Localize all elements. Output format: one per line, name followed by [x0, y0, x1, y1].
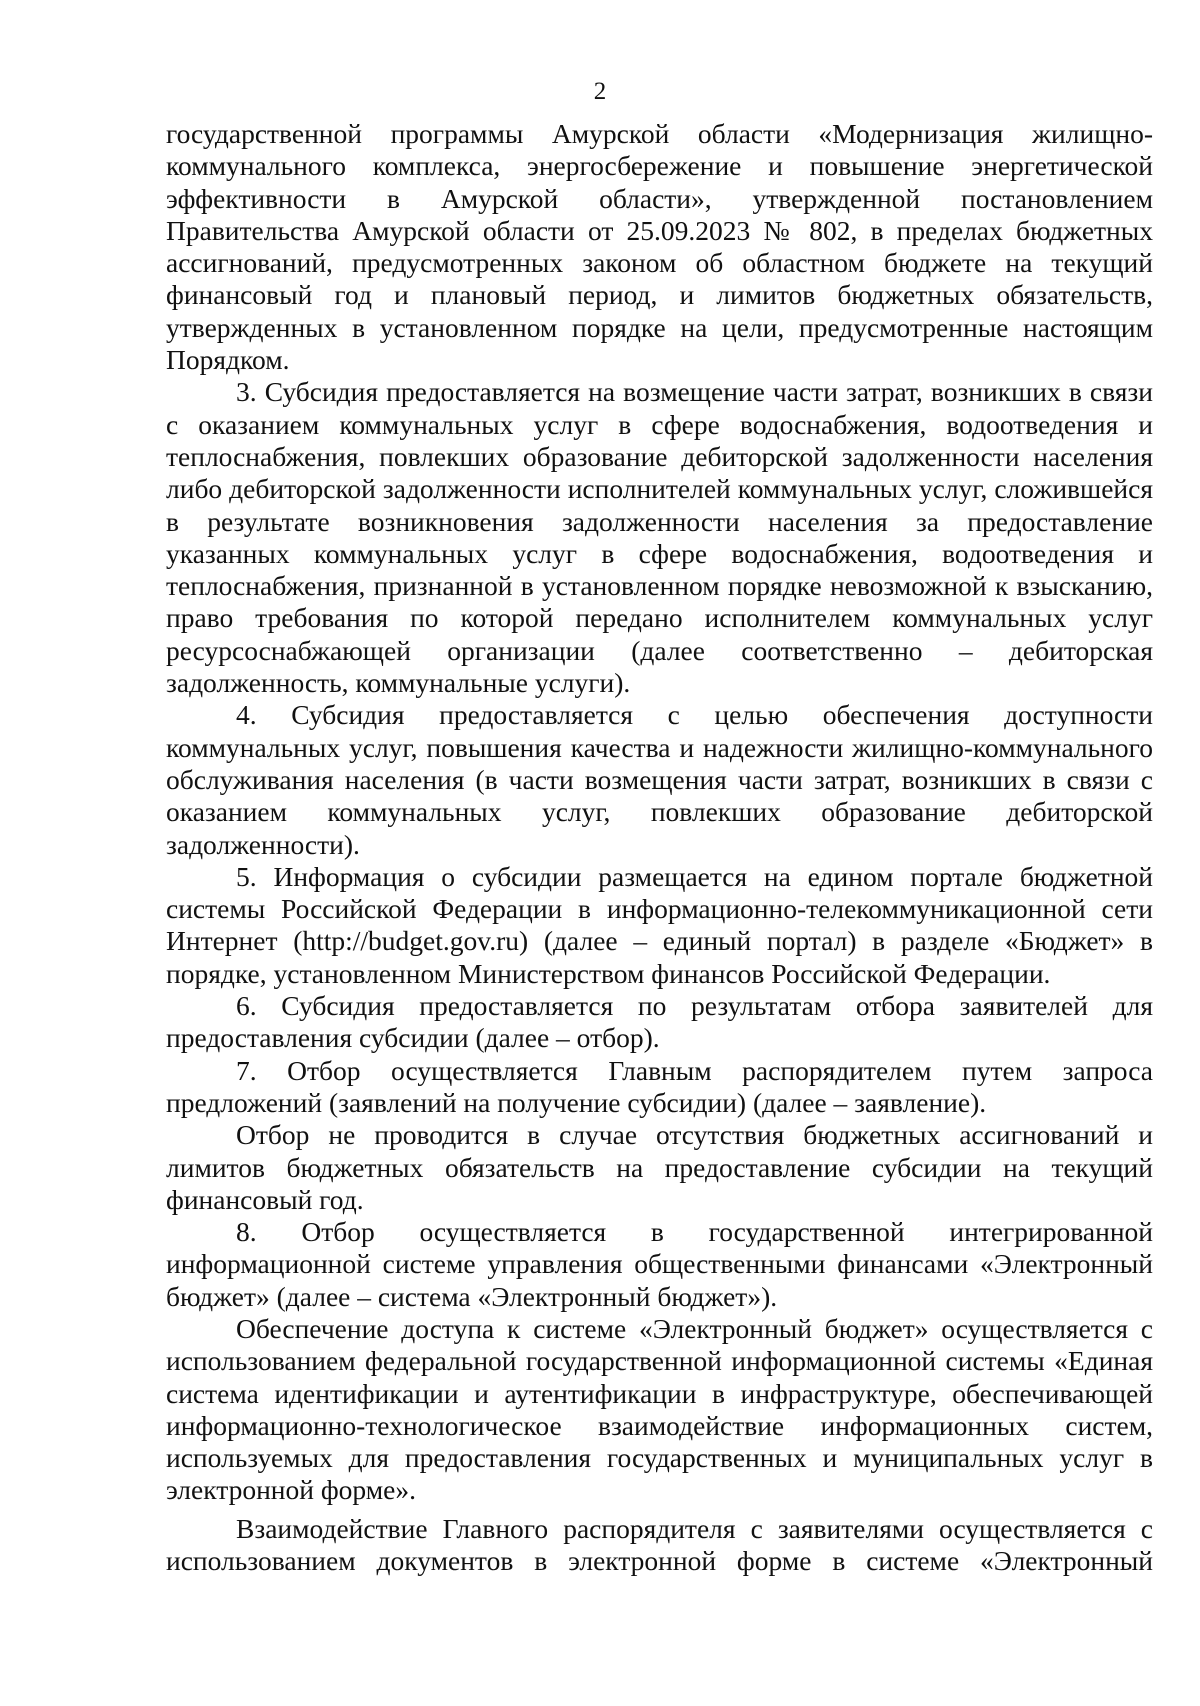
paragraph-continuation: государственной программы Амурской области «Модернизация жилищно-коммунального комплекса, энергосбережение и повышение энергетической эффективности в Амурской области», утвержденной постановлением Правительства Амурской области от 25.09.2023 № 802, в пределах бюджетных ассигнований, предусмотренных законом об областном бюджете на текущий финансовый год и плановый период, и лимитов бюджетных обязательств, утвержденных в установленном порядке на цели, предусмотренные настоящим Порядком.: [166, 118, 1153, 376]
document-body: [166, 118, 1153, 1577]
paragraph-item-8: 8. Отбор осуществляется в государственной интегрированной информационной системе управления общественными финансами «Электронный бюджет» (далее – система «Электронный бюджет»).: [166, 1216, 1153, 1312]
paragraph-system-access: Обеспечение доступа к системе «Электронный бюджет» осуществляется с использованием федеральной государственной информационной системы «Единая система идентификации и аутентификации в инфраструктуре, обеспечивающей информационно-технологическое взаимодействие информационных систем, используемых для предоставления государственных и муниципальных услуг в электронной форме».: [166, 1312, 1153, 1506]
paragraph-item-3: 3. Субсидия предоставляется на возмещение части затрат, возникших в связи с оказанием коммунальных услуг в сфере водоснабжения, водоотведения и теплоснабжения, повлекших образование дебиторской задолженности населения либо дебиторской задолженности исполнителей коммунальных услуг, сложившейся в результате возникновения задолженности населения за предоставление указанных коммунальных услуг в сфере водоснабжения, водоотведения и теплоснабжения, признанной в установленном порядке невозможной к взысканию, право требования по которой передано исполнителем коммунальных услуг ресурсоснабжающей организации (далее соответственно – дебиторская задолженность, коммунальные услуги).: [166, 376, 1153, 699]
paragraph-item-6: 6. Субсидия предоставляется по результатам отбора заявителей для предоставления субсидии (далее – отбор).: [166, 990, 1153, 1054]
page-number: 2: [593, 78, 607, 105]
paragraph-interaction: Взаимодействие Главного распорядителя с заявителями осуществляется с использованием документов в электронной форме в системе «Электронный: [166, 1512, 1153, 1577]
paragraph-item-7: 7. Отбор осуществляется Главным распорядителем путем запроса предложений (заявлений на получение субсидии) (далее – заявление).: [166, 1054, 1153, 1118]
paragraph-item-5: 5. Информация о субсидии размещается на едином портале бюджетной системы Российской Федерации в информационно-телекоммуникационной сети Интернет (http://budget.gov.ru) (далее – единый портал) в разделе «Бюджет» в порядке, установленном Министерством финансов Российской Федерации.: [166, 860, 1153, 989]
paragraph-selection-exception: Отбор не проводится в случае отсутствия бюджетных ассигнований и лимитов бюджетных обязательств на предоставление субсидии на текущий финансовый год.: [166, 1119, 1153, 1215]
paragraph-item-4: 4. Субсидия предоставляется с целью обеспечения доступности коммунальных услуг, повышения качества и надежности жилищно-коммунального обслуживания населения (в части возмещения части затрат, возникших в связи с оказанием коммунальных услуг, повлекших образование дебиторской задолженности).: [166, 699, 1153, 860]
